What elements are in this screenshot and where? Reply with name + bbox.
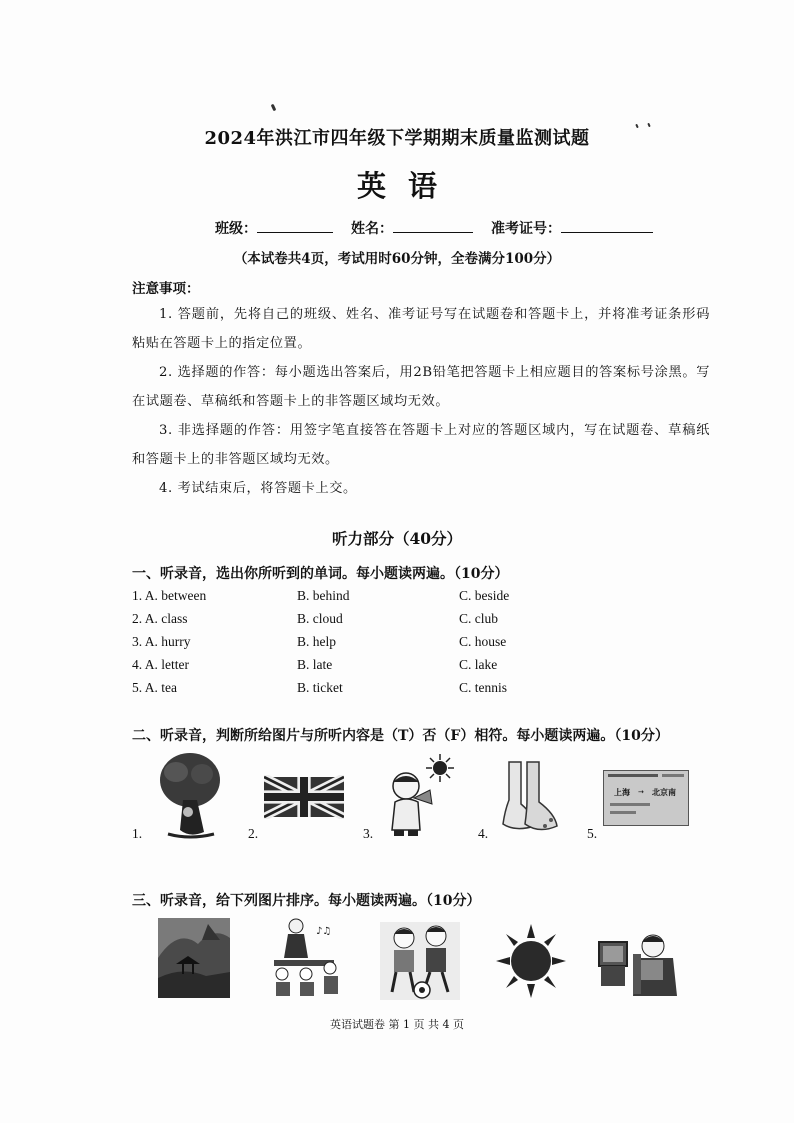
name-blank[interactable]	[393, 218, 473, 233]
name-label: 姓名：	[351, 221, 393, 237]
q3-option-a: 3. A. hurry	[132, 634, 191, 649]
student-info-row	[215, 218, 671, 238]
picture-number-3: 3.	[363, 826, 374, 841]
listening-section-title: 听力部分（40分）	[331, 529, 463, 548]
q2-option-a: 2. A. class	[132, 611, 188, 626]
q3-option-b: B. help	[297, 634, 336, 649]
ticket-from: 上海	[614, 788, 630, 797]
page-footer: 英语试题卷 第 1 页 共 4 页	[330, 1018, 464, 1031]
watching-tv-picture	[597, 924, 681, 1000]
subject-title: 英语	[356, 169, 459, 203]
q2-option-b: B. cloud	[297, 611, 343, 626]
hot-boy-picture	[380, 752, 460, 838]
svg-text:♪♫: ♪♫	[316, 926, 332, 937]
picture-number-5: 5.	[587, 826, 598, 841]
ticket-to: 北京南	[652, 788, 676, 797]
q2-option-c: C. club	[459, 611, 498, 626]
sun-picture	[494, 922, 568, 1000]
q3-option-c: C. house	[459, 634, 507, 649]
picture-number-1: 1.	[132, 826, 143, 841]
exam-no-blank[interactable]	[561, 218, 653, 233]
q4-option-a: 4. A. letter	[132, 657, 189, 672]
notice-item-3: 3. 非选择题的作答：用签字笔直接答在答题卡上对应的答题区域内，写在试题卷、草稿纸和答题卡上的非答题区域均无效。	[132, 423, 710, 467]
notice-item-1: 1. 答题前，先将自己的班级、姓名、准考证号写在试题卷和答题卡上，并将准考证条形码粘贴在答题卡上的指定位置。	[132, 307, 710, 351]
class-blank[interactable]	[257, 218, 333, 233]
pavilion-picture	[158, 918, 230, 998]
q1-option-c: C. beside	[459, 588, 510, 603]
q4-option-c: C. lake	[459, 657, 498, 672]
part3-heading: 三、听录音，给下列图片排序。每小题读两遍。（10分）	[132, 893, 481, 909]
q5-option-b: B. ticket	[297, 680, 343, 695]
football-kids-picture	[380, 922, 460, 1000]
exam-title: 2024年洪江市四年级下学期期末质量监测试题	[204, 128, 590, 149]
picture-number-2: 2.	[248, 826, 259, 841]
notice-item-4: 4. 考试结束后，将答题卡上交。	[159, 481, 357, 496]
train-ticket-picture: 上海 → 北京南	[603, 770, 689, 826]
class-label: 班级：	[215, 221, 257, 237]
part1-heading: 一、听录音，选出你所听到的单词。每小题读两遍。（10分）	[132, 566, 509, 582]
music-class-picture	[270, 916, 354, 1000]
q1-option-b: B. behind	[297, 588, 350, 603]
q1-option-a: 1. A. between	[132, 588, 207, 603]
notice-heading: 注意事项：	[132, 281, 200, 297]
q5-option-c: C. tennis	[459, 680, 508, 695]
uk-flag-picture	[264, 775, 344, 819]
q5-option-a: 5. A. tea	[132, 680, 177, 695]
picture-number-4: 4.	[478, 826, 489, 841]
scan-speck	[271, 104, 277, 112]
tree-picture	[150, 750, 230, 840]
exam-no-label: 准考证号：	[491, 221, 561, 237]
part2-heading: 二、听录音，判断所给图片与所听内容是（T）否（F）相符。每小题读两遍。（10分）	[132, 728, 669, 744]
notice-item-2: 2. 选择题的作答：每小题选出答案后，用2B铅笔把答题卡上相应题目的答案标号涂黑。写在试题卷、草稿纸和答题卡上的非答题区域均无效。	[132, 365, 710, 409]
q4-option-b: B. late	[297, 657, 333, 672]
feet-picture	[495, 760, 567, 840]
exam-note: （本试卷共4页，考试用时60分钟，全卷满分100分）	[233, 251, 561, 267]
